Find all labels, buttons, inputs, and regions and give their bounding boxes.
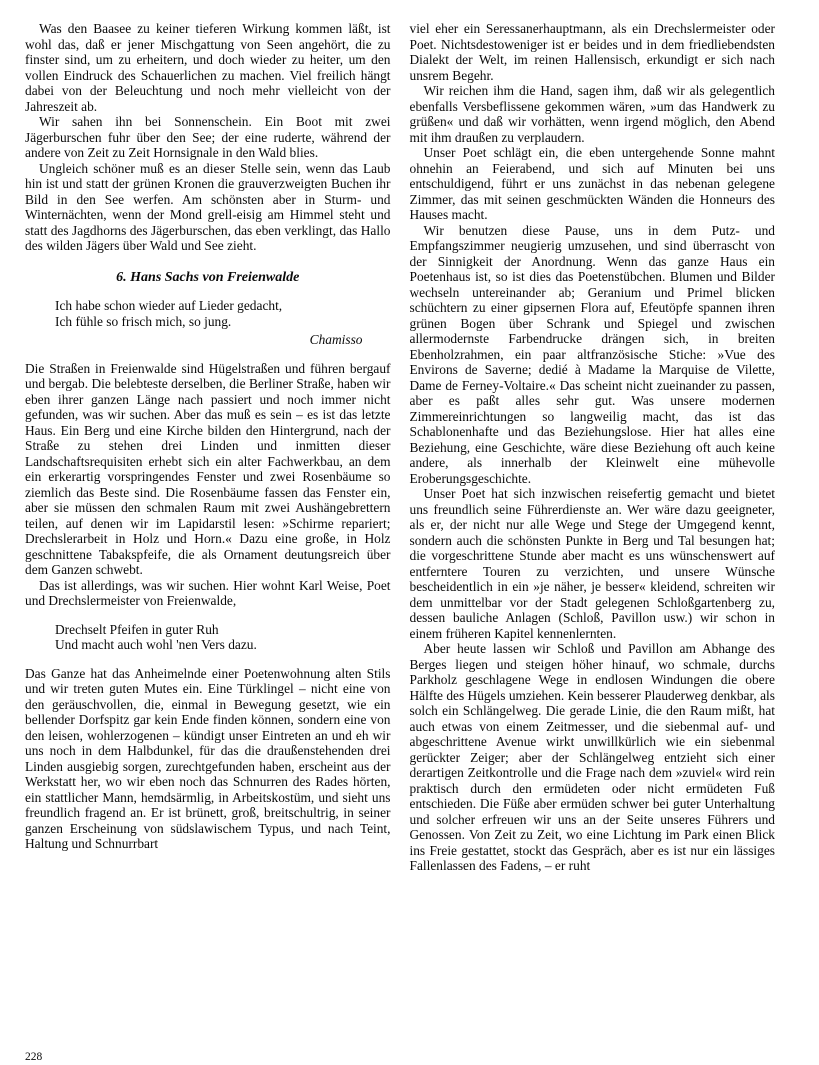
paragraph: Unser Poet hat sich inzwischen reisefertig gemacht und bietet uns freundlich seine Führerdienste an. Wer wäre dazu geeigneter, als er, der nicht nur alle Wege und Stege der Umgegend kennt, sondern auch die schönsten Punkte in Berg und Tal besungen hat; die vorgeschrittene Stunde aber macht es uns wünschenswert auf entferntere Touren zu verzichten, und unsere Wünsche bescheidentlich in ein »je näher, je besser« kleidend, schreiten wir dem unmittelbar vor der Stadt gelegenen Schloßgartenberg zu, dessen bauliche Anlagen (Schloß, Pavillon usw.) wir schon in einem früheren Kapitel kennenlernten. — [409, 486, 775, 641]
paragraph: Wir benutzen diese Pause, uns in dem Putz- und Empfangszimmer neugierig umzusehen, und sind überrascht von der Sinnigkeit der Anordnung. Wenn das ganze Haus ein Poetenhaus ist, so ist dies das Poetenstübchen. Blumen und Bilder wechseln untereinander ab; Geranium und Primel blicken schüchtern zu einer gipsernen Flora auf, Efeutöpfe spannen ihren grünen Bogen über Schrank und Spiegel und zwischen allermodernste Farbendrucke drängen sich, in breiten Ebenholzrahmen, ein paar altfranzösische Stiche: »Vue des Environs de Saverne; dedié à Madame la Marquise de Vilette, Dame de Ferney-Voltaire.« Das scheint nicht zueinander zu passen, aber es paßt alles sehr gut. Was unsere modernen Zimmereinrichtungen so langweilig macht, das ist das Schablonenhafte und das Beziehungslose. Hier hat alles eine Beziehung, eine Geschichte, wäre diese Beziehung oft auch keine andere, als innerhalb der Kleinwelt eine mühevolle Eroberungsgeschichte. — [409, 222, 775, 486]
paragraph: Unser Poet schlägt ein, die eben untergehende Sonne mahnt ohnehin an Feierabend, und sich auf Minuten bei uns entschuldigend, führt er uns zunächst in das nebenan gelegene Zimmer, das mit seinen geschmückten Wänden die Honneurs des Hauses macht. — [409, 145, 775, 222]
verse-quote — [25, 622, 391, 653]
paragraph: Ungleich schöner muß es an dieser Stelle sein, wenn das Laub hin ist und statt der grünen Kronen die grauverzweigten Buchen ihr Bild in den See werfen. Am schönsten aber in Sturm- und Winternächten, wenn der Mond grell-eisig am Himmel steht und statt des Jagdhorns des Jägerburschen, das eben verklingt, das Hallo des wilden Jägers über Wald und See zieht. — [25, 160, 391, 253]
paragraph: Was den Baasee zu keiner tieferen Wirkung kommen läßt, ist wohl das, daß er jener Mischgattung von Seen angehört, die zu finster sind, um zu erheitern, und doch wieder zu heiter, um den vollen Eindruck des Schauerlichen zu machen. Viel freilich hängt dabei von der Beleuchtung und noch mehr vielleicht von der Jahreszeit ab. — [25, 21, 391, 114]
paragraph: Wir sahen ihn bei Sonnenschein. Ein Boot mit zwei Jägerburschen fuhr über den See; der eine ruderte, während der andere von Zeit zu Zeit Hornsignale in den Wald blies. — [25, 114, 391, 160]
paragraph: Wir reichen ihm die Hand, sagen ihm, daß wir als gelegentlich ebenfalls Versbeflissene gekommen wären, »um das Handwerk zu grüßen« und daß wir vorhätten, wenn irgend möglich, den Abend mit ihm draußen zu verplaudern. — [409, 83, 775, 145]
epigraph — [25, 298, 391, 348]
paragraph: viel eher ein Seressanerhauptmann, als ein Drechslermeister oder Poet. Nichtsdestoweniger ist er beides und in dem friedliebendsten Dialekt der Welt, im reinen Hallensisch, erkundigt er sich nach unsrem Begehr. — [409, 21, 775, 83]
verse-line: Und macht auch wohl 'nen Vers dazu. — [55, 637, 257, 652]
page-number: 228 — [25, 1051, 43, 1063]
left-column — [25, 21, 391, 1049]
chapter-heading: 6. Hans Sachs von Freienwalde — [116, 269, 300, 285]
epigraph-line: Ich fühle so frisch mich, so jung. — [55, 313, 232, 329]
paragraph: Die Straßen in Freienwalde sind Hügelstraßen und führen bergauf und bergab. Die belebteste derselben, die Berliner Straße, haben wir eben ihrer ganzen Länge nach passiert und noch immer nicht gefunden, was wir suchen. Aber das muß es sein – es ist das letzte Haus. Ein Berg und eine Kirche bilden den Hintergrund, nach der Straße zu stehen drei Linden und inmitten dieser Landschaftsrequisiten erhebt sich ein alter Fachwerkbau, an dem ein erkerartig vorspringendes Fenster und zwei Rosenbäume so ziemlich das Beste sind. Die Rosenbäume fassen das Fenster ein, aber sie müssen den schmalen Raum mit zwei Aushängebrettern teilen, auf denen wir im Lapidarstil lesen: »Schirme repariert; Drechslerarbeit in Holz und Horn.« Dazu eine große, in Holz geschnittene Tabakspfeife, die als Ornament deutungsreich über dem Ganzen schwebt. — [25, 360, 391, 577]
epigraph-line: Ich habe schon wieder auf Lieder gedacht, — [55, 298, 283, 313]
paragraph: Aber heute lassen wir Schloß und Pavillon am Abhange des Berges liegen und steigen höher hinauf, wo schmale, durchs Parkholz geschlagene Wege in endlosen Windungen die obere Hälfte des Hügels umziehen. Kein besserer Plauderweg denkbar, als solch ein Schlängelweg. Die gerade Linie, die den Raum mißt, hat auch etwas von einem Zeitmesser, und die siebenmal auf- und abgeschrittene Avenue wirkt unwillkürlich wie ein siebenmal gerückter Zeiger; aber der Schlängelweg entzieht sich einer derartigen Zeitkontrolle und die Frage nach dem »zuviel« wird rein praktisch durch den ermüdeten oder nicht ermüdeten Fuß entschieden. Die Füße aber ermüden schwer bei guter Unterhaltung und solcher erfreuen wir uns an der Seite unseres Führers und Genossen. Von Zeit zu Zeit, wo eine Lichtung im Park einen Blick ins Freie gestattet, stockt das Gespräch, aber es ist nur ein lässiges Fallenlassen des Fadens, – er ruht — [409, 641, 775, 873]
paragraph: Das Ganze hat das Anheimelnde einer Poetenwohnung alten Stils und wir treten guten Mutes ein. Eine Türklingel – nicht eine von den geräuschvollen, die, einmal in Bewegung gesetzt, wie ein bellender Dorfspitz gar kein Ende finden können, sondern eine von den leisen, wohlerzogenen – kündigt unser Eintreten an und eh wir uns noch in dem Halbdunkel, für das die draußenstehenden drei Linden ausgiebig sorgen, zurechtgefunden haben, erscheint aus der Werkstatt her, wo wir eben noch das Schnurren des Rades hörten, ein stattlicher Mann, hemdsärmlig, in Arbeitskostüm, und sieht uns freundlich fragend an. Er ist brünett, groß, breitschultrig, in seiner ganzen Erscheinung von südslawischem Typus, und nach Teint, Haltung und Schnurrbart — [25, 665, 391, 851]
paragraph: Das ist allerdings, was wir suchen. Hier wohnt Karl Weise, Poet und Drechslermeister von Freienwalde, — [25, 577, 391, 608]
right-column — [410, 21, 776, 1049]
epigraph-attribution: Chamisso — [309, 332, 363, 347]
verse-line: Drechselt Pfeifen in guter Ruh — [55, 621, 219, 637]
